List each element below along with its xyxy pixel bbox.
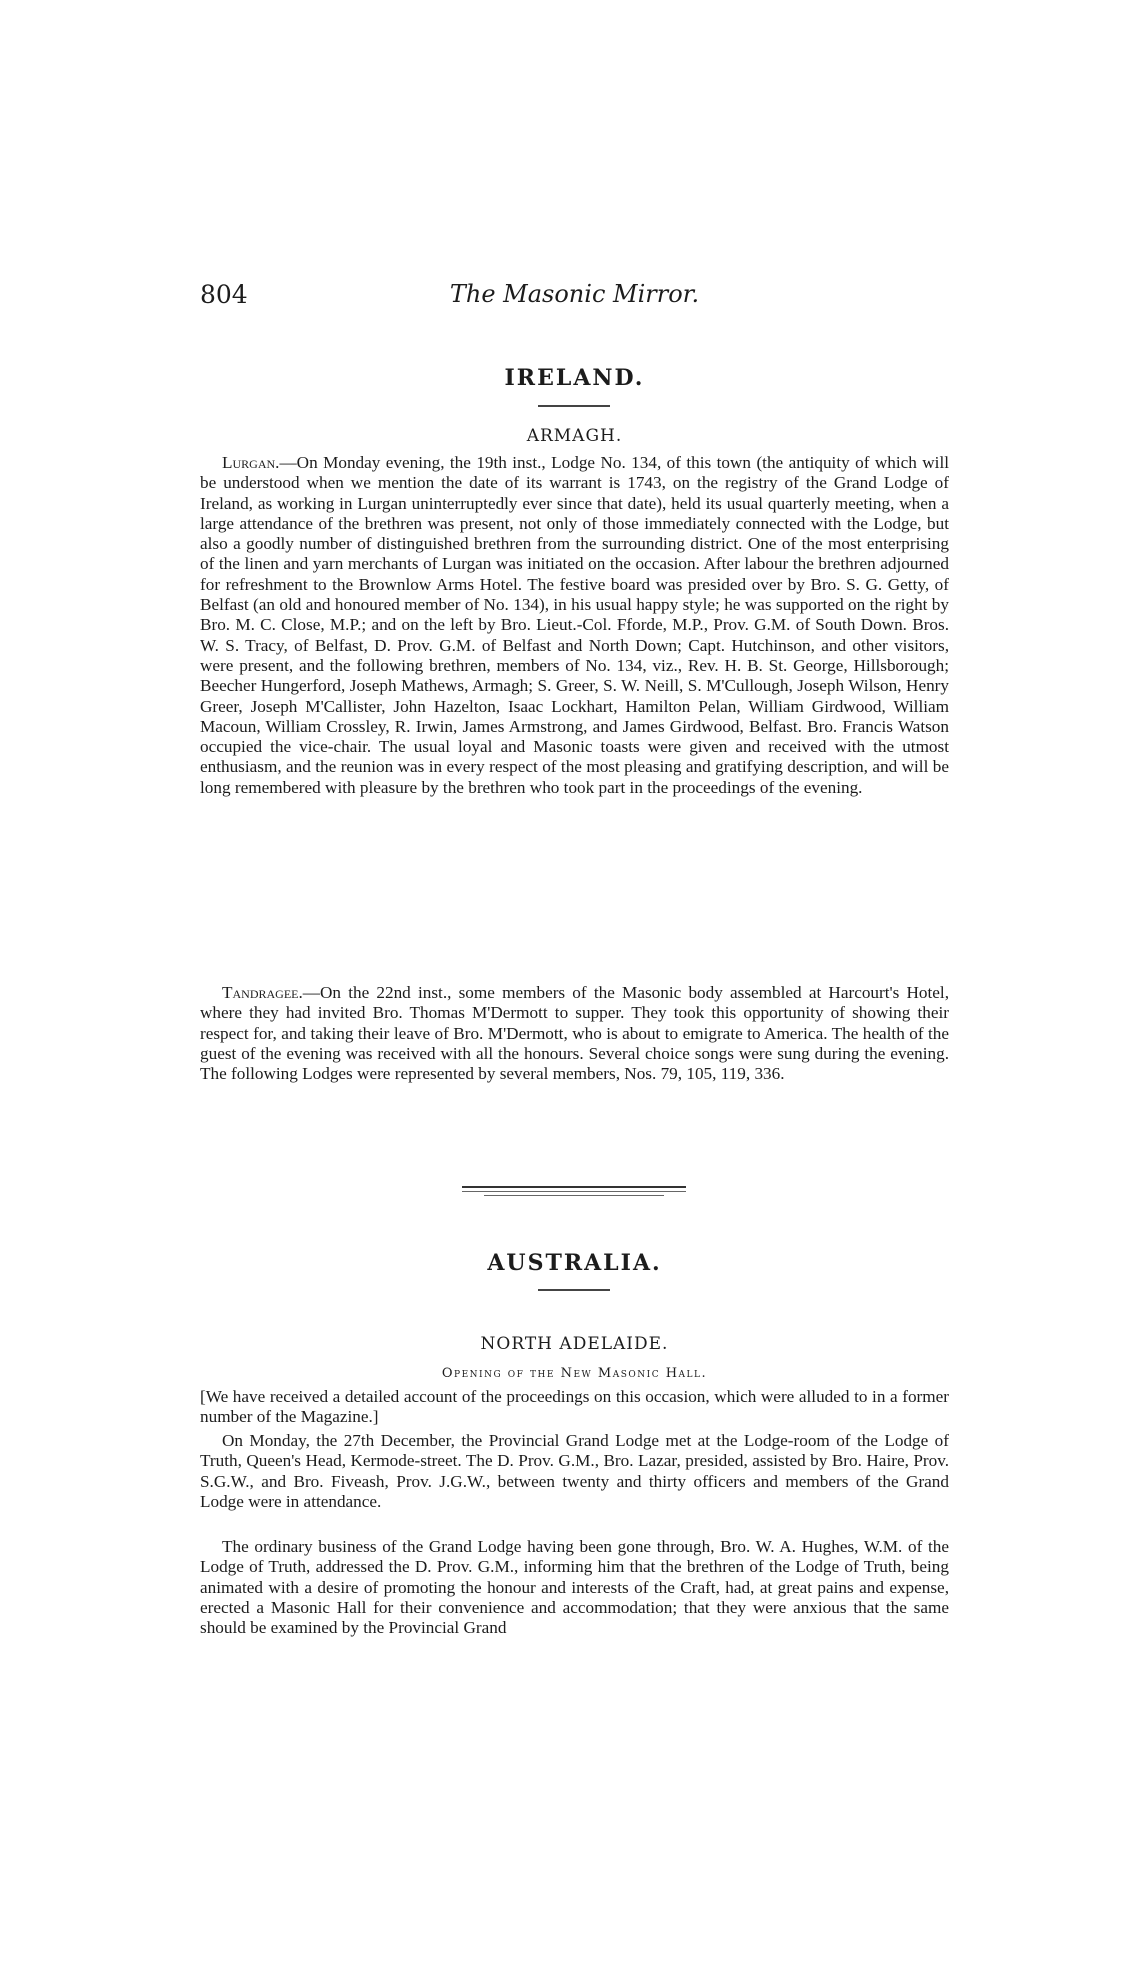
section-title-ireland: IRELAND. <box>504 365 645 391</box>
section-rule <box>538 405 610 407</box>
page-number: 804 <box>200 280 248 309</box>
editorial-note: [We have received a detailed account of the proceedings on this occasion, which were alluded to in a former number of the Magazine.] <box>200 1387 949 1427</box>
paragraph-lead: Lurgan. <box>222 453 280 472</box>
paragraph-tandragee <box>200 983 949 1084</box>
section-title-australia: AUSTRALIA. <box>487 1250 662 1276</box>
running-title: The Masonic Mirror. <box>449 280 700 308</box>
paragraph-masonic-hall: The ordinary business of the Grand Lodge having been gone through, Bro. W. A. Hughes, W.M. of the Lodge of Truth, addressed the D. Prov. G.M., informing him that the brethren of the Lodge of Truth, being animated with a desire of promoting the honour and interests of the Craft, had, at great pains and expense, erected a Masonic Hall for their convenience and accommodation; that they were anxious that the same should be examined by the Provincial Grand <box>200 1537 949 1638</box>
section-rule <box>538 1289 610 1291</box>
paragraph-body: —On the 22nd inst., some members of the Masonic body assembled at Harcourt's Hotel, where they had invited Bro. Thomas M'Dermott to supper. They took this opportunity of showing their respect for, and taking their leave of Bro. M'Dermott, who is about to emigrate to America. The health of the guest of the evening was received with all the honours. Several choice songs were sung during the evening. The following Lodges were represented by several members, Nos. 79, 105, 119, 336. <box>200 983 949 1084</box>
subhead-armagh: ARMAGH. <box>526 426 623 446</box>
section-separator <box>462 1186 686 1196</box>
paragraph-body: —On Monday evening, the 19th inst., Lodge No. 134, of this town (the antiquity of which will be understood when we mention the date of its warrant is 1743, on the registry of the Grand Lodge of Ireland, as working in Lurgan uninterruptedly ever since that date), held its usual quarterly meeting, when a large attendance of the brethren was present, not only of those immediately connected with the Lodge, but also a goodly number of distinguished brethren from the surrounding district. One of the most enterprising of the linen and yarn merchants of Lurgan was initiated on the occasion. After labour the brethren adjourned for refreshment to the Brownlow Arms Hotel. The festive board was presided over by Bro. S. G. Getty, of Belfast (an old and honoured member of No. 134), in his usual happy style; he was supported on the right by Bro. M. C. Close, M.P.; and on the left by Bro. Lieut.-Col. Fforde, M.P., Prov. G.M. of South Down. Bros. W. S. Tracy, of Belfast, D. Prov. G.M. of Belfast and North Down; Capt. Hutchinson, and other visitors, were present, and the following brethren, members of No. 134, viz., Rev. H. B. St. George, Hillsborough; Beecher Hungerford, Joseph Mathews, Armagh; S. Greer, S. W. Neill, S. M'Cullough, Joseph Wilson, Henry Greer, Joseph M'Callister, John Hazelton, Isaac Lockhart, Hamilton Pelan, William Girdwood, William Macoun, William Crossley, R. Irwin, James Armstrong, and James Girdwood, Belfast. Bro. Francis Watson occupied the vice-chair. The usual loyal and Masonic toasts were given and received with the utmost enthusiasm, and the reunion was in every respect of the most pleasing and gratifying description, and will be long remembered with pleasure by the brethren who took part in the proceedings of the evening. <box>200 453 949 797</box>
subhead-north-adelaide: NORTH ADELAIDE. <box>480 1334 669 1354</box>
page-header <box>200 280 949 320</box>
paragraph-lurgan <box>200 453 949 798</box>
paragraph-lead: Tandragee. <box>222 983 303 1002</box>
subhead-opening: Opening of the New Masonic Hall. <box>441 1366 708 1381</box>
paragraph-provincial-grand-lodge: On Monday, the 27th December, the Provincial Grand Lodge met at the Lodge-room of the Lodge of Truth, Queen's Head, Kermode-street. The D. Prov. G.M., Bro. Lazar, presided, assisted by Bro. Haire, Prov. S.G.W., and Bro. Fiveash, Prov. J.G.W., between twenty and thirty officers and members of the Grand Lodge were in attendance. <box>200 1431 949 1511</box>
